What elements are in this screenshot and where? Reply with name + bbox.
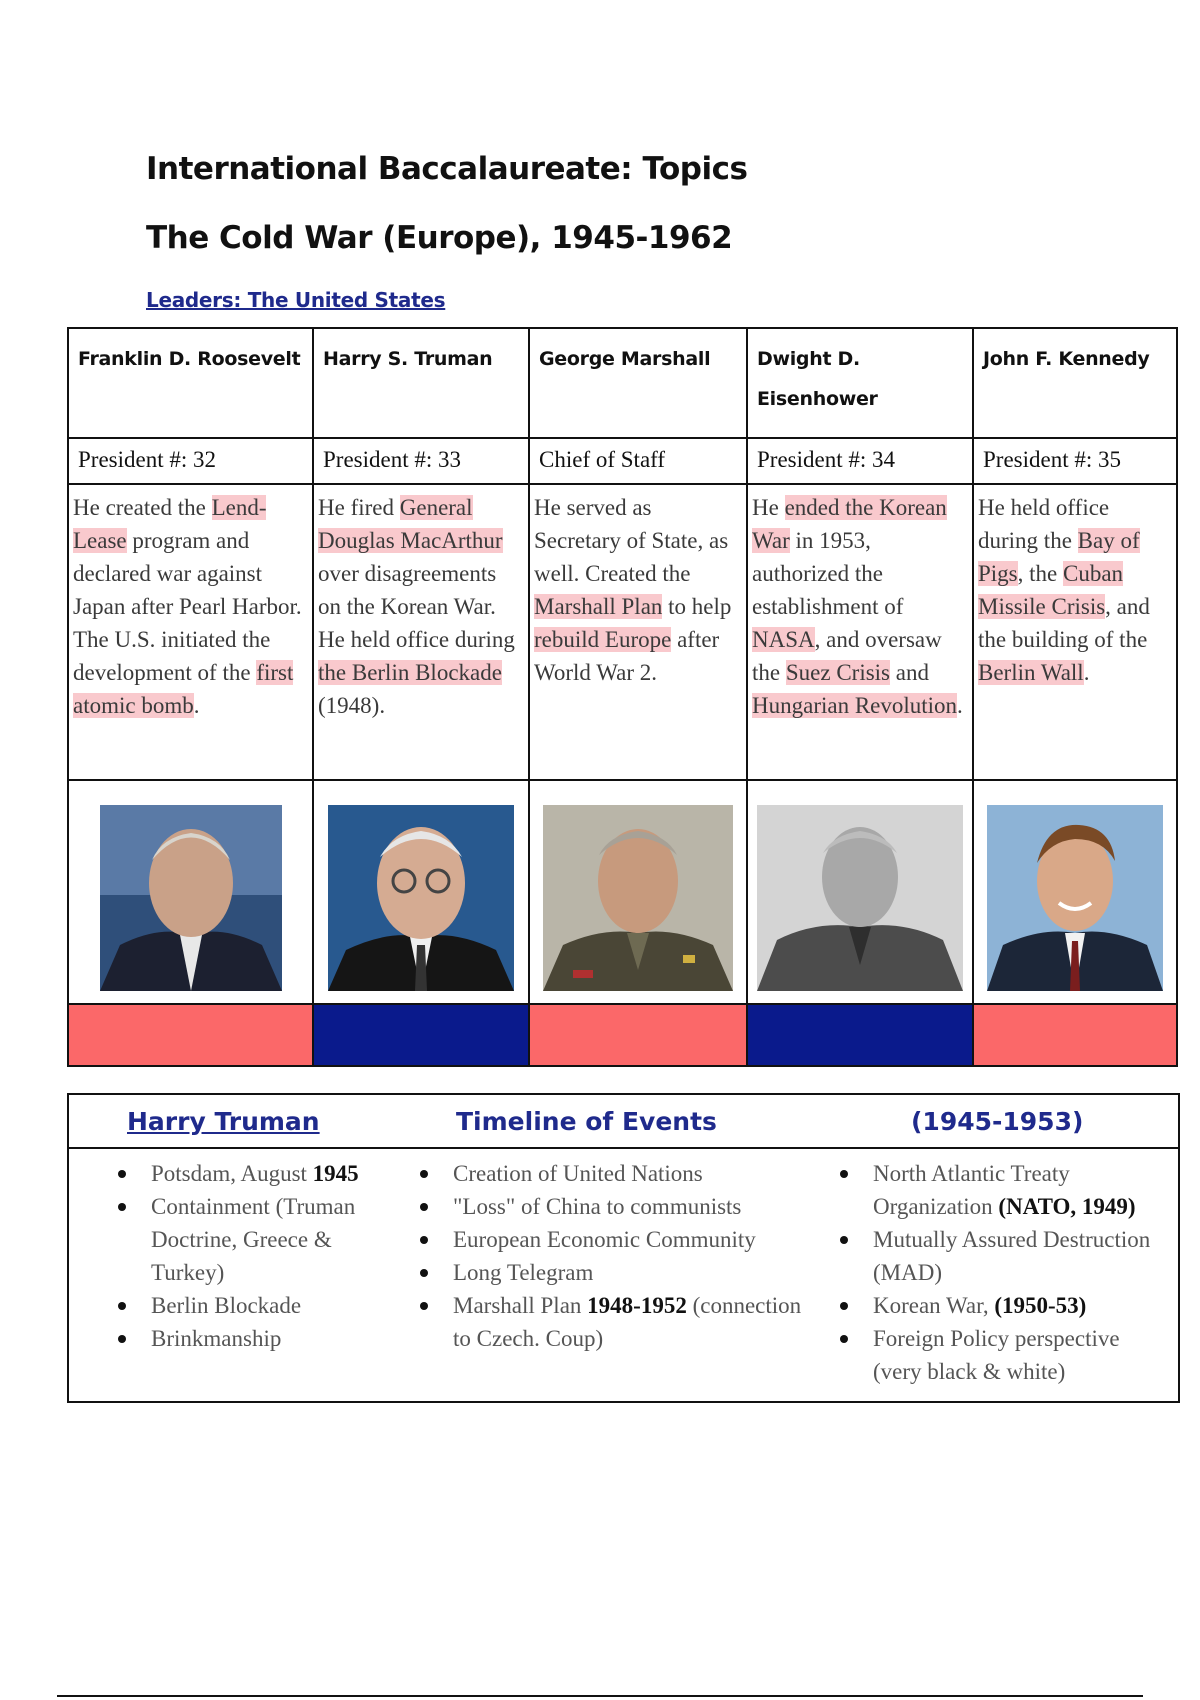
highlighted-term: Marshall Plan bbox=[534, 594, 663, 619]
description-text: over disagreements on the Korean War. He held office during bbox=[318, 561, 515, 652]
leader-description bbox=[313, 484, 529, 780]
leader-role: President #: 35 bbox=[973, 438, 1177, 484]
description-text: , and the building of the bbox=[978, 594, 1150, 652]
leader-description bbox=[747, 484, 973, 780]
description-text: and bbox=[890, 660, 929, 685]
description-text: He served as Secretary of State, as well. Created the bbox=[534, 495, 729, 586]
highlighted-term: the Berlin Blockade bbox=[318, 660, 502, 685]
party-color-swatch bbox=[313, 1004, 529, 1066]
timeline-heading-years: (1945-1953) bbox=[911, 1107, 1084, 1136]
leader-description bbox=[68, 484, 313, 780]
timeline-heading-title: Timeline of Events bbox=[456, 1107, 717, 1136]
timeline-item-text: European Economic Community bbox=[453, 1227, 756, 1252]
portrait-photo-eisenhower bbox=[757, 805, 963, 991]
description-text: He held office during the bbox=[978, 495, 1110, 553]
timeline-item-text: Marshall Plan bbox=[453, 1293, 588, 1318]
timeline-item-text: Potsdam, August bbox=[151, 1161, 313, 1186]
timeline-list-col2 bbox=[417, 1157, 807, 1355]
portrait-photo-marshall bbox=[543, 805, 733, 991]
description-text: after World War 2. bbox=[534, 627, 720, 685]
description-text: . bbox=[957, 693, 963, 718]
leader-photo-cell bbox=[68, 780, 313, 1004]
party-color-swatch bbox=[529, 1004, 747, 1066]
leader-name: Harry S. Truman bbox=[313, 328, 529, 438]
portrait-photo-kennedy bbox=[987, 805, 1163, 991]
page-title: International Baccalaureate: Topics bbox=[146, 151, 748, 187]
leader-photo-cell bbox=[529, 780, 747, 1004]
leaders-description-row bbox=[68, 484, 1177, 780]
timeline-item bbox=[115, 1190, 385, 1289]
timeline-item-text: (connection to Czech. Coup) bbox=[453, 1293, 802, 1351]
highlighted-term: Cuban Missile Crisis bbox=[978, 561, 1124, 619]
leader-role: President #: 32 bbox=[68, 438, 313, 484]
timeline-item-text: "Loss" of China to communists bbox=[453, 1194, 742, 1219]
timeline-item-text: Berlin Blockade bbox=[151, 1293, 302, 1318]
timeline-item bbox=[115, 1289, 385, 1322]
leader-description bbox=[973, 484, 1177, 780]
timeline-item bbox=[837, 1157, 1157, 1223]
timeline-item-text: North Atlantic Treaty Organization bbox=[873, 1161, 1070, 1219]
footer-divider bbox=[57, 1695, 1143, 1697]
description-text: He bbox=[752, 495, 785, 520]
timeline-item-text: Long Telegram bbox=[453, 1260, 594, 1285]
highlighted-term: ended the Korean War bbox=[752, 495, 947, 553]
timeline-item bbox=[837, 1322, 1157, 1388]
timeline-list-col1 bbox=[115, 1157, 385, 1355]
highlighted-term: Suez Crisis bbox=[785, 660, 890, 685]
timeline-heading-person[interactable]: Harry Truman bbox=[127, 1107, 320, 1136]
timeline-item-text: Containment (Truman Doctrine, Greece & Turkey) bbox=[151, 1194, 356, 1285]
timeline-item-emphasis: 1945 bbox=[312, 1161, 359, 1186]
section-link-leaders[interactable]: Leaders: The United States bbox=[146, 288, 446, 312]
timeline-item bbox=[417, 1157, 807, 1190]
timeline-item-emphasis: (1950-53) bbox=[994, 1293, 1087, 1318]
leader-photo-cell bbox=[313, 780, 529, 1004]
description-text: He created the bbox=[73, 495, 212, 520]
timeline-item-emphasis: 1948-1952 bbox=[587, 1293, 687, 1318]
highlighted-term: Hungarian Revolution bbox=[752, 693, 958, 718]
description-text: . bbox=[193, 693, 200, 718]
description-text: in 1953, authorized the establishment of bbox=[752, 528, 904, 619]
timeline-item bbox=[417, 1223, 807, 1256]
highlighted-term: Bay of Pigs bbox=[978, 528, 1140, 586]
description-text: , and oversaw the bbox=[752, 627, 942, 685]
timeline-item bbox=[417, 1190, 807, 1223]
description-text: . bbox=[1083, 660, 1090, 685]
highlighted-term: rebuild Europe bbox=[534, 627, 672, 652]
leader-photo-cell bbox=[747, 780, 973, 1004]
timeline-item bbox=[417, 1289, 807, 1355]
leader-name: Dwight D. Eisenhower bbox=[747, 328, 973, 438]
leaders-table bbox=[67, 327, 1178, 1067]
leader-role: Chief of Staff bbox=[529, 438, 747, 484]
timeline-item-text: Korean War, bbox=[873, 1293, 995, 1318]
leaders-role-row bbox=[68, 438, 1177, 484]
timeline-list-col3 bbox=[837, 1157, 1157, 1388]
leader-role: President #: 34 bbox=[747, 438, 973, 484]
leader-photo-cell bbox=[973, 780, 1177, 1004]
timeline-item bbox=[837, 1223, 1157, 1289]
portrait-photo-roosevelt bbox=[100, 805, 282, 991]
description-text: to help bbox=[662, 594, 732, 619]
party-color-swatch bbox=[68, 1004, 313, 1066]
leaders-name-row bbox=[68, 328, 1177, 438]
timeline-item bbox=[115, 1157, 385, 1190]
portrait-photo-truman bbox=[328, 805, 514, 991]
timeline-item-text: Mutually Assured Destruction (MAD) bbox=[873, 1227, 1151, 1285]
leaders-photo-row bbox=[68, 780, 1177, 1004]
highlighted-term: Berlin Wall bbox=[978, 660, 1084, 685]
leader-role: President #: 33 bbox=[313, 438, 529, 484]
leader-name: John F. Kennedy bbox=[973, 328, 1177, 438]
timeline-item bbox=[837, 1289, 1157, 1322]
leader-description bbox=[529, 484, 747, 780]
highlighted-term: first atomic bomb bbox=[73, 660, 294, 718]
party-color-swatch bbox=[973, 1004, 1177, 1066]
timeline-divider bbox=[69, 1147, 1178, 1149]
timeline-item bbox=[115, 1322, 385, 1355]
leaders-color-row bbox=[68, 1004, 1177, 1066]
timeline-item bbox=[417, 1256, 807, 1289]
timeline-item-emphasis: (NATO, 1949) bbox=[998, 1194, 1136, 1219]
description-text: (1948). bbox=[318, 693, 386, 718]
highlighted-term: Lend-Lease bbox=[73, 495, 267, 553]
timeline-box bbox=[67, 1093, 1180, 1403]
highlighted-term: NASA bbox=[752, 627, 815, 652]
highlighted-term: General Douglas MacArthur bbox=[318, 495, 503, 553]
page-subtitle: The Cold War (Europe), 1945-1962 bbox=[146, 220, 733, 256]
timeline-item-text: Creation of United Nations bbox=[453, 1161, 703, 1186]
leader-name: George Marshall bbox=[529, 328, 747, 438]
description-text: program and declared war against Japan after Pearl Harbor. The U.S. initiated the development of the bbox=[73, 528, 302, 685]
leader-name: Franklin D. Roosevelt bbox=[68, 328, 313, 438]
timeline-item-text: Brinkmanship bbox=[151, 1326, 282, 1351]
description-text: He fired bbox=[318, 495, 400, 520]
party-color-swatch bbox=[747, 1004, 973, 1066]
timeline-item-text: Foreign Policy perspective (very black & white) bbox=[873, 1326, 1120, 1384]
description-text: , the bbox=[1017, 561, 1063, 586]
